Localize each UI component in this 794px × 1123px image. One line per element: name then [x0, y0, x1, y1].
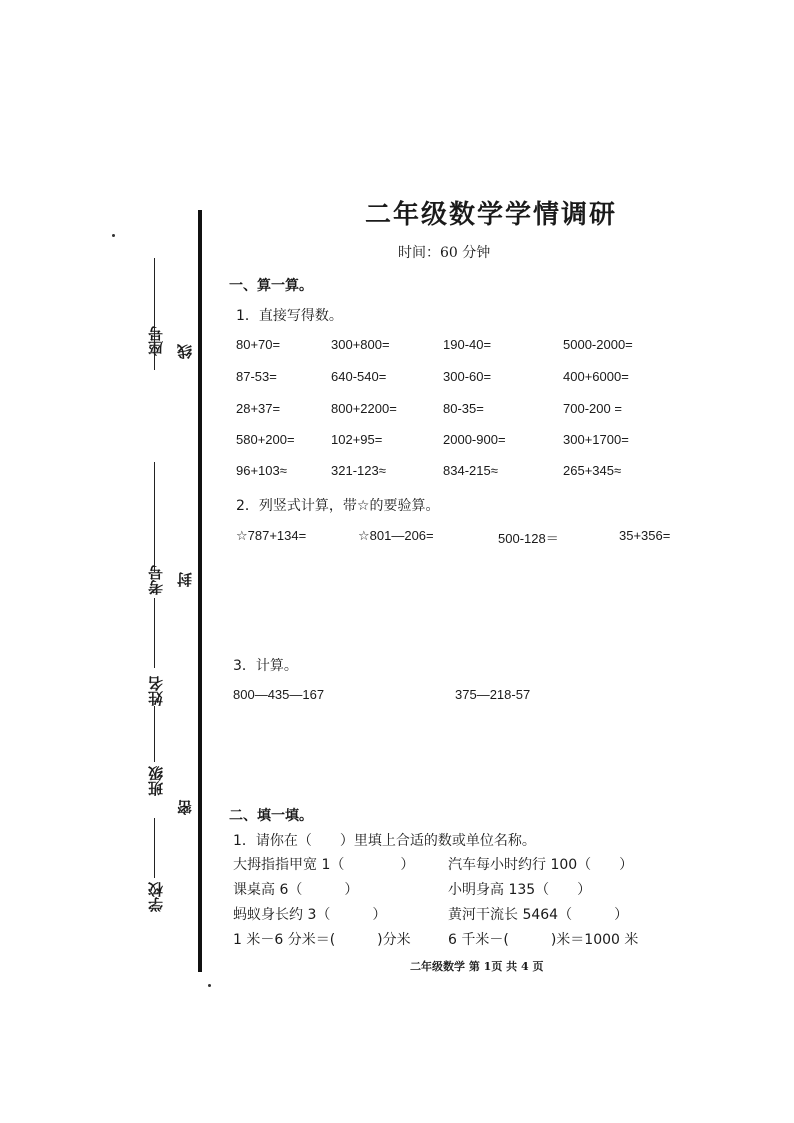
expr-cell: 834-215≈: [443, 463, 498, 478]
seat-label: 座号: [147, 326, 165, 356]
expr-cell: 96+103≈: [236, 463, 287, 478]
expr-cell: 640-540=: [331, 369, 387, 384]
line-marker: 线: [176, 344, 194, 359]
calc-item: 375—218-57: [455, 687, 531, 702]
expr-cell: 80-35=: [443, 401, 484, 416]
scan-speck: [208, 984, 211, 987]
q2-label: 2．列竖式计算，带☆的要验算。: [236, 498, 440, 514]
q1-label: 1．直接写得数。: [236, 308, 343, 324]
exam-no-underline: [154, 462, 155, 572]
fill-item: 汽车每小时约行 100（ ）: [448, 857, 634, 873]
q3-label: 3．计算。: [233, 658, 298, 674]
expr-cell: 265+345≈: [563, 463, 622, 478]
vertical-calc-item: ☆787+134=: [236, 528, 307, 543]
class-underline: [154, 706, 155, 762]
fill-item: 蚂蚁身长约 3（ ）: [233, 907, 387, 923]
page-title: 二年级数学学情调研: [365, 200, 618, 230]
expr-cell: 190-40=: [443, 337, 492, 352]
exam-time: 时间：60 分钟: [398, 245, 491, 261]
seal-marker: 封: [176, 572, 194, 587]
secret-marker: 密: [176, 800, 194, 815]
expr-cell: 321-123≈: [331, 463, 386, 478]
class-label: 班级: [147, 766, 165, 796]
expr-cell: 300+800=: [331, 337, 390, 352]
calc-item: 800—435—167: [233, 687, 325, 702]
fill-item: 黄河干流长 5464（ ）: [448, 907, 629, 923]
expr-cell: 87-53=: [236, 369, 277, 384]
expr-cell: 2000-900=: [443, 432, 506, 447]
expr-cell: 28+37=: [236, 401, 281, 416]
vertical-calc-item: 500-128＝: [498, 531, 559, 546]
expr-cell: 400+6000=: [563, 369, 629, 384]
vertical-calc-item: ☆801—206=: [358, 528, 434, 543]
expr-cell: 102+95=: [331, 432, 383, 447]
name-underline: [154, 598, 155, 668]
fill-item: 课桌高 6（ ）: [233, 882, 359, 898]
school-underline: [154, 818, 155, 878]
fill-item: 1 米－6 分米＝( )分米: [233, 932, 411, 948]
expr-cell: 80+70=: [236, 337, 281, 352]
fill-q1-label: 1．请你在（ ）里填上合适的数或单位名称。: [233, 833, 536, 849]
section2-heading: 二、填一填。: [229, 808, 313, 824]
exam-no-label: 考号: [147, 565, 165, 595]
expr-cell: 5000-2000=: [563, 337, 633, 352]
expr-cell: 300-60=: [443, 369, 492, 384]
section1-heading: 一、算一算。: [229, 278, 313, 294]
expr-cell: 700-200 =: [563, 401, 622, 416]
fill-item: 小明身高 135（ ）: [448, 882, 592, 898]
expr-cell: 300+1700=: [563, 432, 629, 447]
fill-item: 大拇指指甲宽 1（ ）: [233, 857, 415, 873]
binding-line: [198, 210, 202, 972]
expr-cell: 800+2200=: [331, 401, 397, 416]
name-label: 姓名: [147, 676, 165, 706]
page-footer: 二年级数学 第 1页 共 4 页: [410, 960, 544, 973]
expr-cell: 580+200=: [236, 432, 295, 447]
fill-item: 6 千米－( )米＝1000 米: [448, 932, 639, 948]
vertical-calc-item: 35+356=: [619, 528, 671, 543]
scan-speck: [112, 234, 115, 237]
school-label: 学校: [147, 882, 165, 912]
